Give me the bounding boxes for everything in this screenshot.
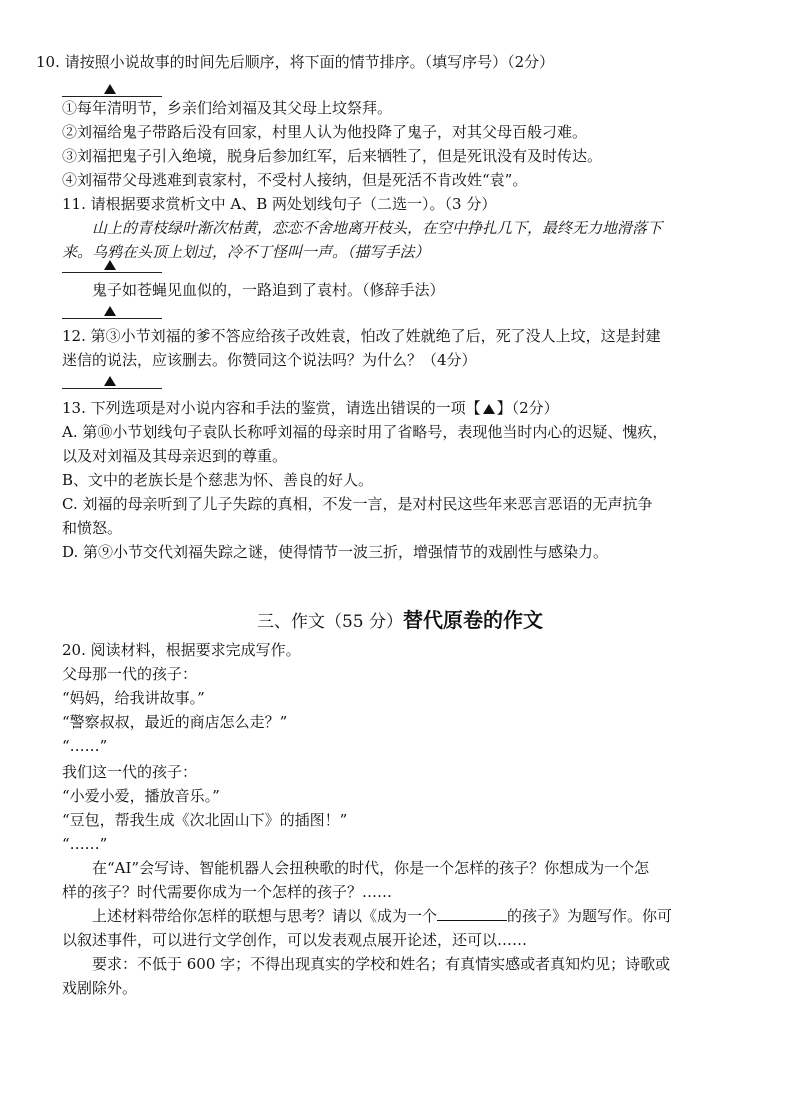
q10-item-3: ③刘福把鬼子引入绝境，脱身后参加红军，后来牺牲了，但是死讯没有及时传达。: [62, 147, 603, 165]
answer-triangle-icon: [104, 306, 116, 316]
parents-quote-1: “妈妈，给我讲故事。”: [62, 689, 205, 707]
answer-triangle-icon: [104, 84, 116, 94]
our-quote-3: “……”: [62, 835, 108, 853]
parents-generation-label: 父母那一代的孩子：: [62, 665, 198, 683]
parents-quote-3: “……”: [62, 737, 108, 755]
q10-item-4: ④刘福带父母逃难到袁家村，不受村人接纳，但是死活不肯改姓“袁”。: [62, 171, 528, 189]
prompt-paragraph-line2: 以叙述事件，可以进行文学创作，可以发表观点展开论述，还可以……: [62, 931, 528, 949]
q13-stem: [62, 398, 559, 418]
answer-line-q11b[interactable]: [62, 318, 162, 319]
prompt-paragraph-line1: [92, 906, 672, 926]
requirements-line1: 要求：不低于 600 字；不得出现真实的学校和姓名；有真情实感或者真知灼见；诗歌或: [92, 955, 671, 973]
answer-triangle-icon: [104, 376, 116, 386]
q13-option-c-line1: C. 刘福的母亲听到了儿子失踪的真相，不发一言，是对村民这些年来恶言恶语的无声抗争: [62, 495, 653, 513]
q13-option-a-line2: 以及对刘福及其母亲迟到的尊重。: [62, 447, 288, 465]
section-title: [0, 608, 800, 634]
parents-quote-2: “警察叔叔，最近的商店怎么走？”: [62, 713, 288, 731]
q12-line2: 迷信的说法，应该删去。你赞同这个说法吗？为什么？（4分）: [62, 351, 477, 369]
our-generation-label: 我们这一代的孩子：: [62, 763, 198, 781]
material-paragraph-1-line1: 在“AI”会写诗、智能机器人会扭秧歌的时代，你是一个怎样的孩子？你想成为一个怎: [92, 859, 650, 877]
q13-option-a-line1: A. 第⑩小节划线句子袁队长称呼刘福的母亲时用了省略号，表现他当时内心的迟疑、愧疚，: [62, 423, 668, 441]
our-quote-1: “小爱小爱，播放音乐。”: [62, 787, 220, 805]
q11-stem: 11. 请根据要求赏析文中 A、B 两处划线句子（二选一）。（3 分）: [62, 195, 497, 213]
prompt-pre: 上述材料带给你怎样的联想与思考？请以《成为一个: [92, 907, 438, 925]
answer-line-q11a[interactable]: [62, 272, 162, 273]
q10-item-2: ②刘福给鬼子带路后没有回家，村里人认为他投降了鬼子，对其父母百般刁难。: [62, 123, 588, 141]
q11-b-line: 鬼子如苍蝇见血似的，一路追到了袁村。（修辞手法）: [92, 281, 445, 299]
answer-triangle-icon[interactable]: [483, 404, 495, 414]
q13-option-d: D. 第⑨小节交代刘福失踪之谜，使得情节一波三折，增强情节的戏剧性与感染力。: [62, 543, 609, 561]
title-blank[interactable]: [437, 906, 507, 921]
answer-triangle-icon: [104, 260, 116, 270]
q13-option-c-line2: 和愤怒。: [62, 519, 123, 537]
requirements-line2: 戏剧除外。: [62, 979, 138, 997]
answer-line-q10[interactable]: [62, 96, 162, 97]
q10-stem: 10. 请按照小说故事的时间先后顺序，将下面的情节排序。（填写序号）（2分）: [36, 53, 555, 71]
q10-item-1: ①每年清明节，乡亲们给刘福及其父母上坟祭拜。: [62, 99, 393, 117]
q13-option-b: B、文中的老族长是个慈悲为怀、善良的好人。: [62, 471, 374, 489]
q20-stem: 20. 阅读材料，根据要求完成写作。: [62, 641, 301, 659]
answer-line-q12[interactable]: [62, 388, 162, 389]
section-title-text: 三、作文（55 分）: [256, 612, 404, 632]
material-paragraph-1-line2: 样的孩子？时代需要你成为一个怎样的孩子？……: [62, 883, 393, 901]
q11-a-line2: 来。乌鸦在头顶上划过，冷不丁怪叫一声。（描写手法）: [62, 243, 430, 261]
our-quote-2: “豆包，帮我生成《次北固山下》的插图！”: [62, 811, 348, 829]
prompt-post: 的孩子》为题写作。你可: [507, 907, 673, 925]
q13-stem-post: 】（2分）: [496, 399, 559, 417]
section-title-note: 替代原卷的作文: [403, 608, 544, 632]
q11-a-line1: 山上的青枝绿叶渐次枯黄，恋恋不舍地离开枝头，在空中挣扎几下，最终无力地滑落下: [92, 219, 663, 237]
q13-stem-pre: 13. 下列选项是对小说内容和手法的鉴赏，请选出错误的一项【: [62, 399, 481, 417]
q12-line1: 12. 第③小节刘福的爹不答应给孩子改姓袁，怕改了姓就绝了后，死了没人上坟，这是封建: [62, 327, 661, 345]
